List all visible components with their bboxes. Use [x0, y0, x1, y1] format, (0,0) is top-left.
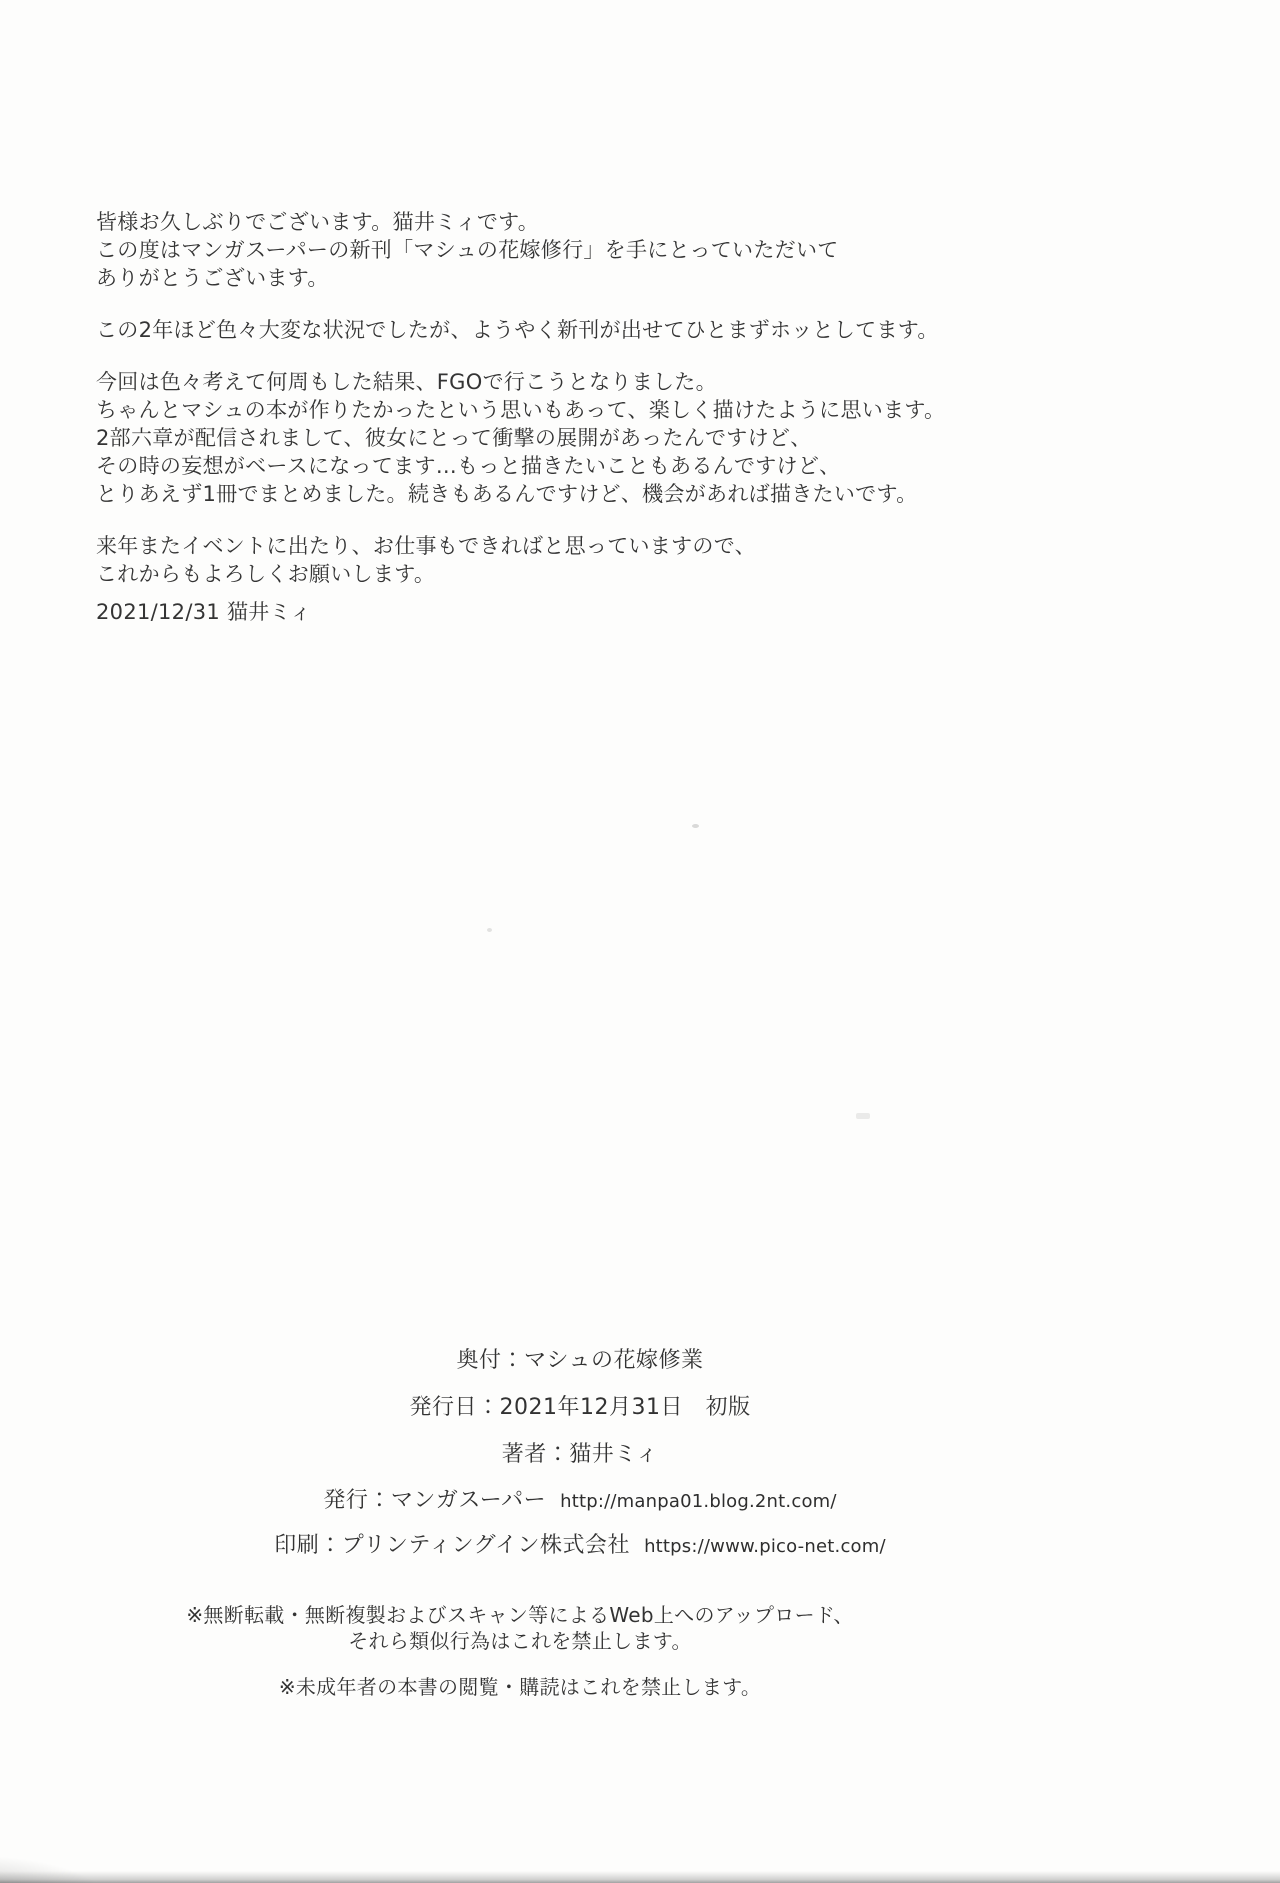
scan-speck: [856, 1113, 870, 1119]
colophon-publish-date-line: 発行日：2021年12月31日 初版: [409, 1395, 751, 1420]
afterword-line: とりあえず1冊でまとめました。続きもあるんですけど、機会があれば描きたいです。: [96, 482, 918, 506]
afterword-paragraph-greeting: [96, 208, 1196, 292]
colophon-title-line: 奥付：マシュの花嫁修業: [456, 1348, 704, 1373]
colophon-publisher-line: [0, 1487, 1160, 1516]
afterword-paragraph-two-years: [96, 316, 1196, 344]
colophon-author-line: 著者：猫井ミィ: [501, 1442, 659, 1467]
printer-label: 印刷：プリンティングイン株式会社: [274, 1533, 631, 1558]
afterword-text: [96, 208, 1196, 604]
afterword-line: その時の妄想がベースになってます…もっと描きたいこともあるんですけど、: [96, 454, 841, 478]
afterword-line: この度はマンガスーパーの新刊「マシュの花嫁修行」を手にとっていただいて: [96, 238, 839, 262]
notice-no-upload-line1: ※無断転載・無断複製およびスキャン等によるWeb上へのアップロード、: [186, 1603, 854, 1627]
afterword-line: ちゃんとマシュの本が作りたかったという思いもあって、楽しく描けたように思います。: [96, 398, 946, 422]
notice-no-upload-line2: それら類似行為はこれを禁止します。: [348, 1629, 692, 1653]
publisher-url: http://manpa01.blog.2nt.com/: [560, 1491, 837, 1512]
scan-speck: [487, 928, 492, 932]
notice-no-minors: ※未成年者の本書の閲覧・購読はこれを禁止します。: [278, 1675, 762, 1699]
afterword-line: この2年ほど色々大変な状況でしたが、ようやく新刊が出せてひとまずホッとしてます。: [96, 318, 939, 342]
afterword-line: 2部六章が配信されまして、彼女にとって衝撃の展開があったんですけど、: [96, 426, 812, 450]
colophon-printer-line: [0, 1532, 1160, 1561]
afterword-line: 皆様お久しぶりでございます。猫井ミィです。: [96, 210, 540, 234]
afterword-paragraph-fgo: [96, 368, 1196, 508]
afterword-line: 今回は色々考えて何周もした結果、FGOで行こうとなりました。: [96, 370, 717, 394]
afterword-paragraph-closing: [96, 532, 1196, 588]
afterword-line: ありがとうございます。: [96, 266, 329, 290]
afterword-line: 来年またイベントに出たり、お仕事もできればと思っていますので、: [96, 534, 756, 558]
scan-speck: [692, 824, 699, 828]
scan-shadow-bottom-edge: [0, 1871, 1280, 1883]
afterword-line: これからもよろしくお願いします。: [96, 562, 436, 586]
printer-url: https://www.pico-net.com/: [644, 1536, 886, 1557]
date-signature: 2021/12/31 猫井ミィ: [96, 600, 312, 624]
publisher-label: 発行：マンガスーパー: [323, 1488, 547, 1513]
